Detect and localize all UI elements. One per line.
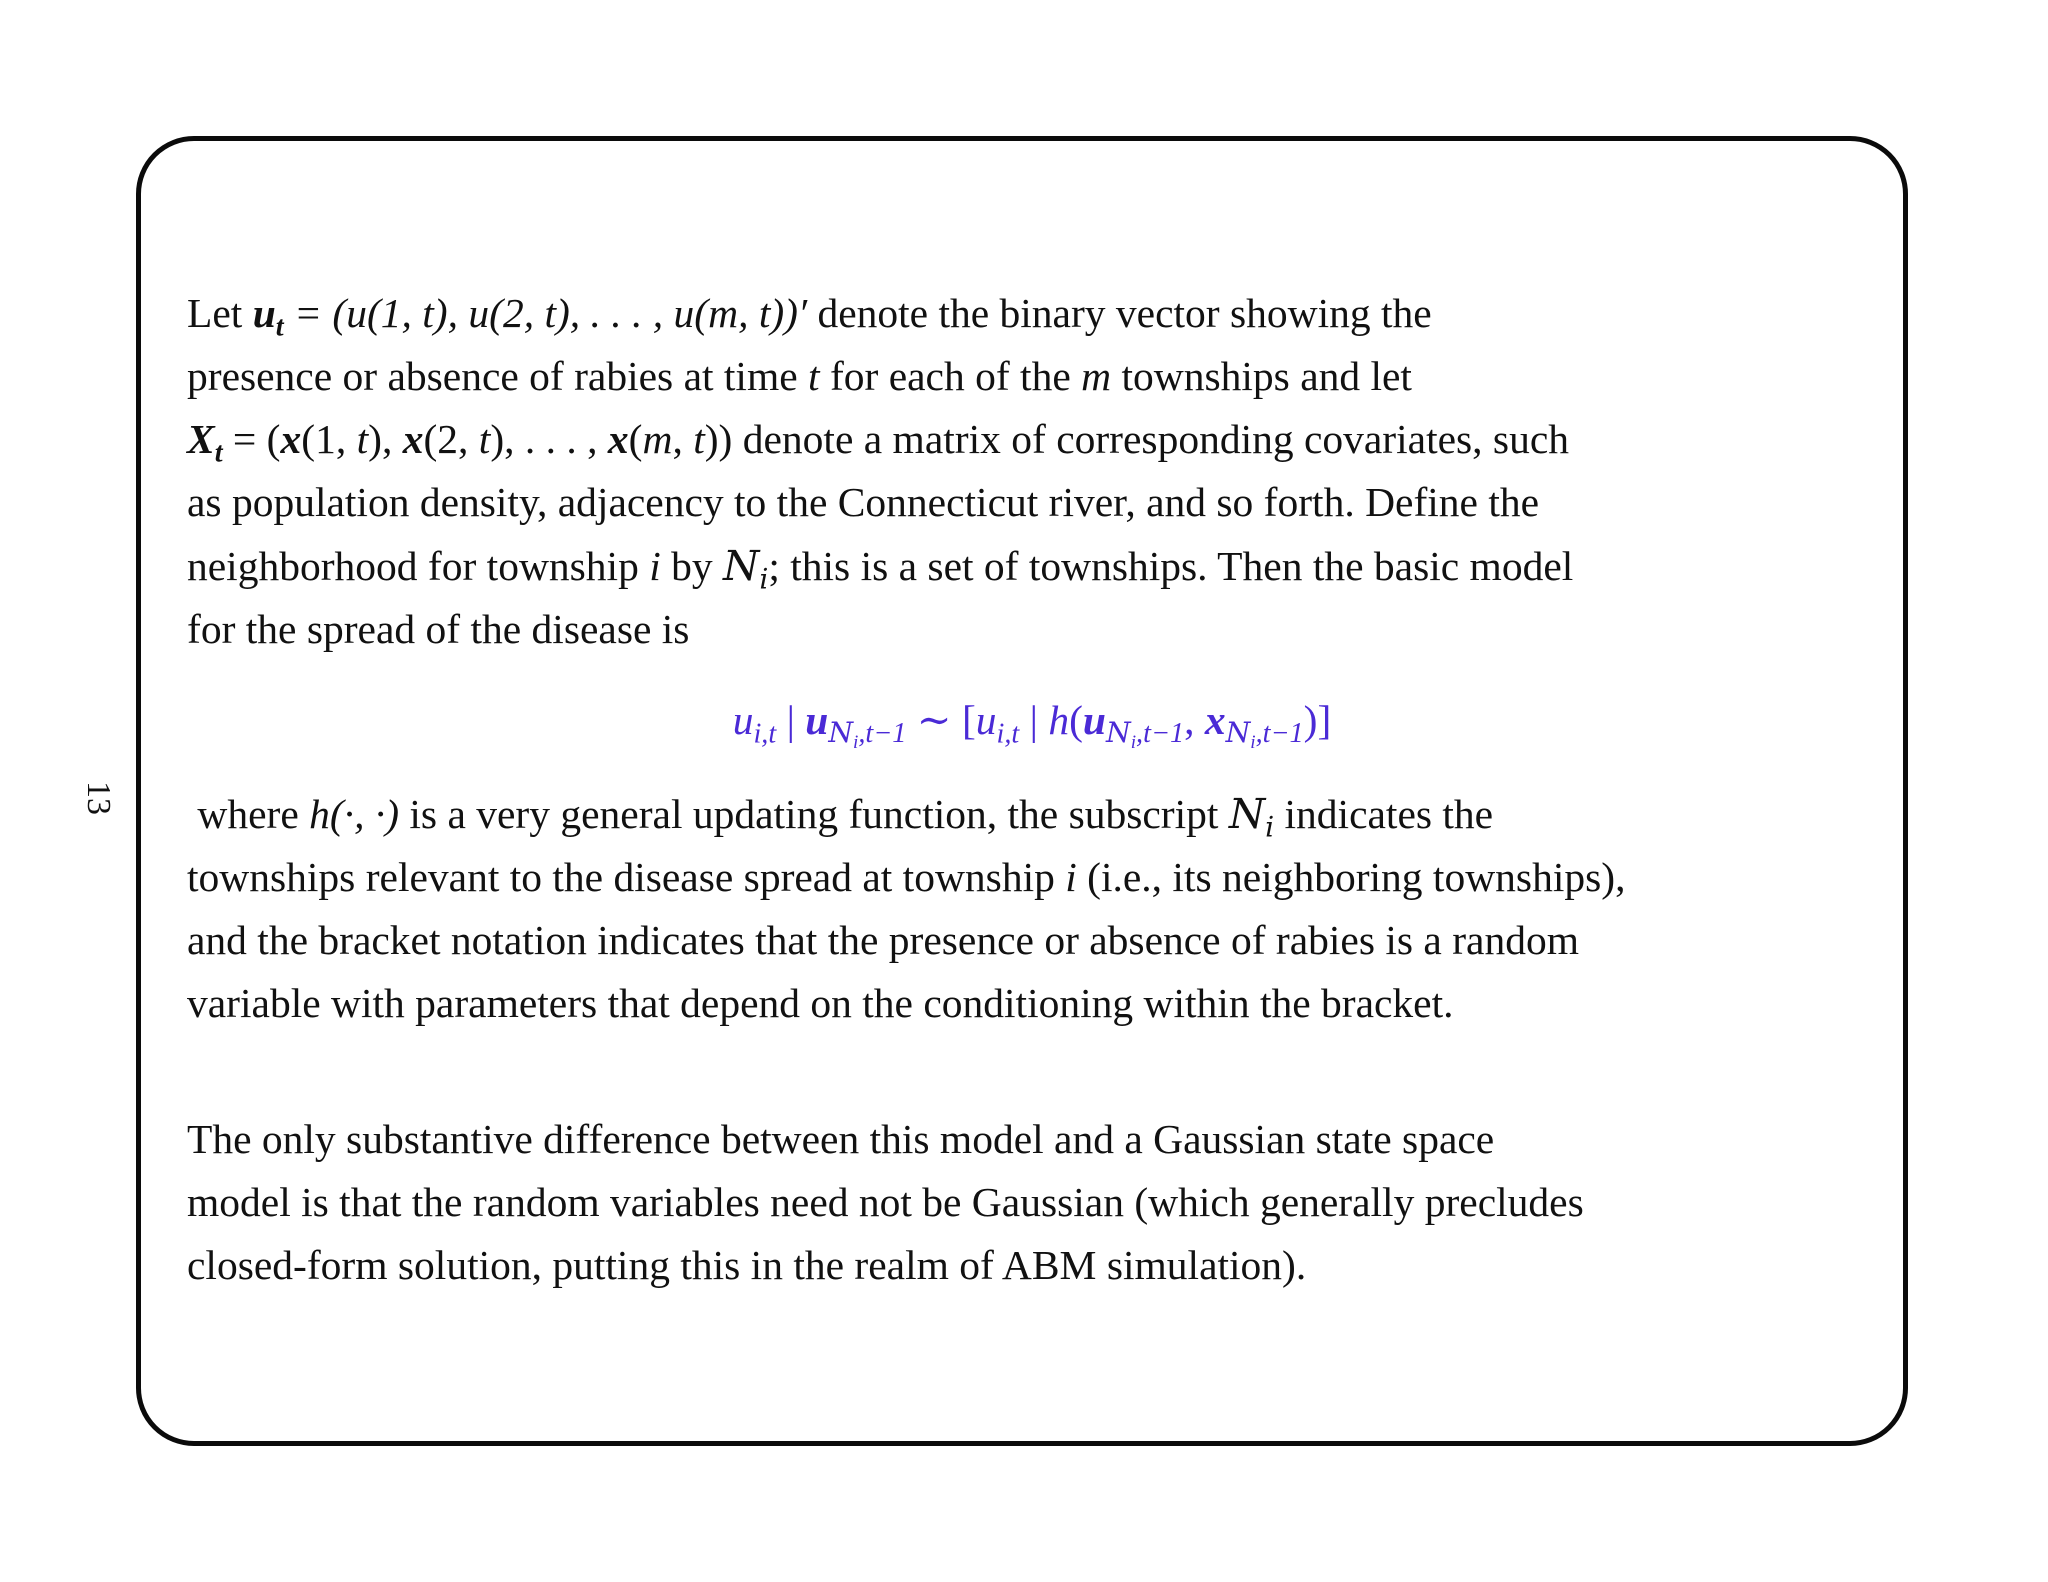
text-span: indicates the <box>1284 791 1494 837</box>
paragraph-comparison <box>187 1108 1877 1297</box>
text-span: Let <box>187 290 243 336</box>
text-line <box>187 846 1877 909</box>
text-span: where <box>197 791 299 837</box>
text-span: denote the binary vector showing the <box>817 290 1432 336</box>
math-variable: i <box>649 543 661 589</box>
text-span: (i.e., its neighboring townships), <box>1087 854 1626 900</box>
text-line: model is that the random variables need not be Gaussian (which generally precludes <box>187 1179 1584 1225</box>
page-number: 13 <box>80 781 117 815</box>
text-line <box>187 782 1877 846</box>
text-span: and the bracket notation indicates that the presence or absence of rabies is a random <box>187 917 1579 963</box>
math-function: h(·, ·) <box>309 791 400 837</box>
text-line <box>187 909 1877 972</box>
math-matrix-x: $X_t$ <box>187 416 223 469</box>
math-variable: m <box>1081 353 1112 399</box>
text-span: for the spread of the disease is <box>187 606 690 652</box>
text-span: presence or absence of rabies at time <box>187 353 798 399</box>
text-span: is a very general updating function, the subscript <box>409 791 1219 837</box>
text-span: denote a matrix of corresponding covariates, such <box>742 416 1570 462</box>
text-span: townships relevant to the disease spread at township <box>187 854 1055 900</box>
text-line <box>187 345 1877 408</box>
math-definition-u: = (u(1, t), u(2, t), . . . , u(m, t))′ <box>294 290 808 336</box>
model-equation: $u_{i,t}$ | $u_{N_i,t-1}$ ∼ [$u_{i,t}$ | $h(u_{N_i,t-1}$, $x_{N_i,t-1}$)] <box>732 697 1332 754</box>
text-span: townships and let <box>1121 353 1412 399</box>
text-span: as population density, adjacency to the Connecticut river, and so forth. Define the <box>187 479 1540 525</box>
text-line <box>187 534 1877 598</box>
text-line: The only substantive difference between this model and a Gaussian state space <box>187 1116 1495 1162</box>
text-span: for each of the <box>829 353 1071 399</box>
text-span: by <box>671 543 713 589</box>
paragraph-where <box>187 782 1877 1035</box>
text-line <box>187 408 1877 471</box>
math-neighborhood: $N_i$ <box>723 541 769 596</box>
slide-content <box>187 282 1877 1297</box>
text-line <box>187 972 1877 1035</box>
math-variable: i <box>1065 854 1077 900</box>
math-vector-u: $u_t$ <box>252 290 284 343</box>
paragraph-definitions <box>187 282 1877 661</box>
text-line <box>187 471 1877 534</box>
text-span: neighborhood for township <box>187 543 639 589</box>
math-neighborhood: $N_i$ <box>1228 789 1275 844</box>
math-variable: t <box>808 353 820 399</box>
text-span: ; this is a set of townships. Then the basic model <box>768 543 1574 589</box>
math-definition-x: = (x(1, t), x(2, t), . . . , x(m, t)) <box>232 416 733 462</box>
text-line <box>187 598 1877 661</box>
text-span: variable with parameters that depend on the conditioning within the bracket. <box>187 980 1454 1026</box>
text-line <box>187 282 1877 345</box>
text-line: closed-form solution, putting this in the realm of ABM simulation). <box>187 1242 1307 1288</box>
